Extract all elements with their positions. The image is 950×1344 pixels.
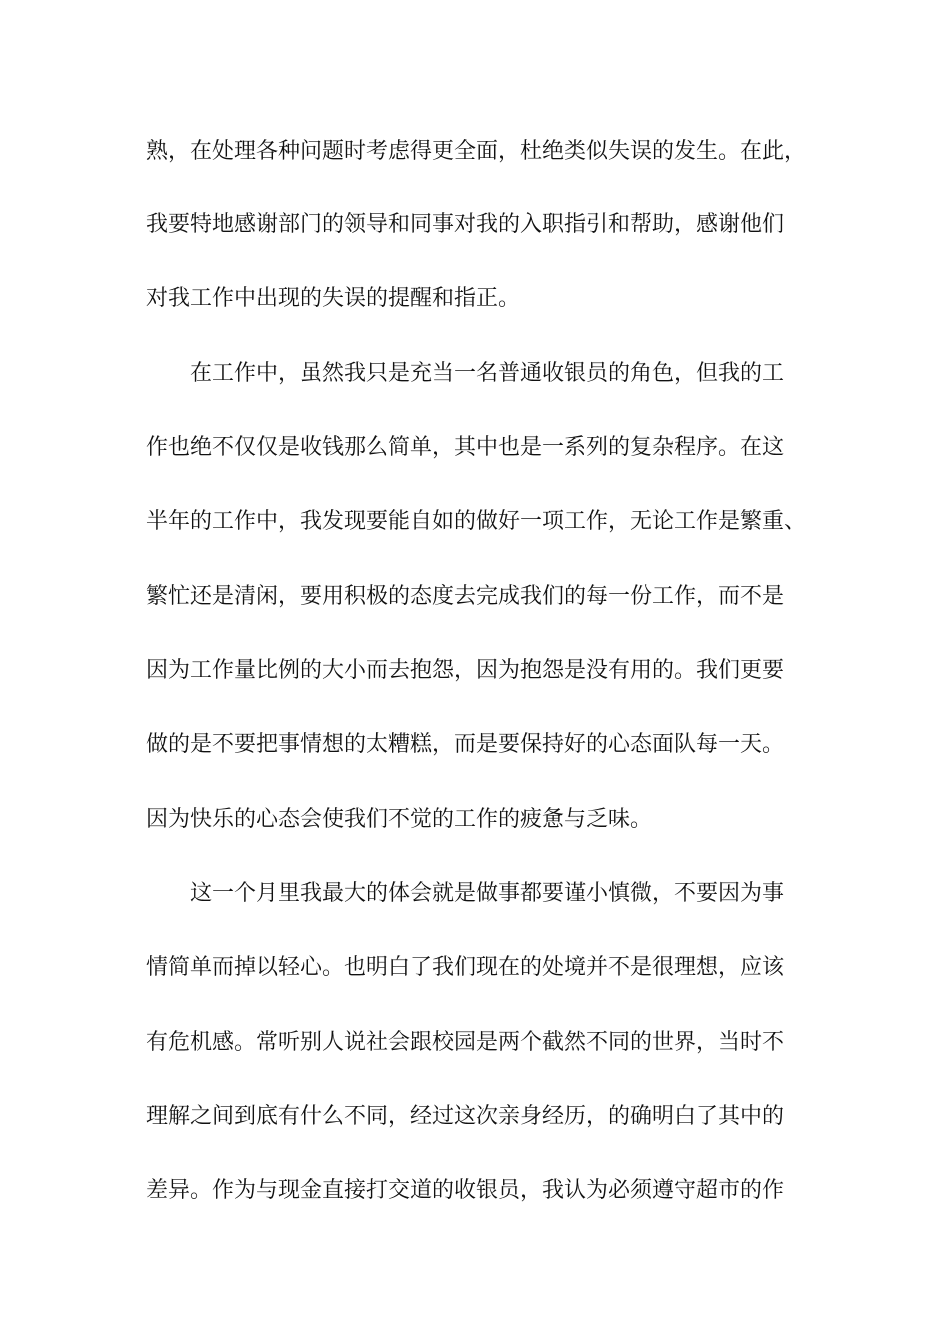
paragraph-first-line: 在工作中，虽然我只是充当一名普通收银员的角色，但我的工: [190, 361, 785, 386]
text-line: 因为工作量比例的大小而去抱怨，因为抱怨是没有用的。我们更要: [146, 658, 785, 683]
text-line: 繁忙还是清闲，要用积极的态度去完成我们的每一份工作，而不是: [146, 584, 785, 609]
text-line: 情简单而掉以轻心。也明白了我们现在的处境并不是很理想，应该: [146, 955, 785, 980]
text-line: 对我工作中出现的失误的提醒和指正。: [146, 286, 521, 311]
text-line: 半年的工作中，我发现要能自如的做好一项工作，无论工作是繁重、: [146, 509, 807, 534]
text-line: 我要特地感谢部门的领导和同事对我的入职指引和帮助，感谢他们: [146, 212, 785, 237]
text-line: 因为快乐的心态会使我们不觉的工作的疲惫与乏味。: [146, 807, 653, 832]
paragraph-first-line: 这一个月里我最大的体会就是做事都要谨小慎微，不要因为事: [190, 881, 785, 906]
text-line: 作也绝不仅仅是收钱那么简单，其中也是一系列的复杂程序。在这: [146, 435, 785, 460]
text-line: 做的是不要把事情想的太糟糕，而是要保持好的心态面队每一天。: [146, 732, 785, 757]
text-line: 差异。作为与现金直接打交道的收银员，我认为必须遵守超市的作: [146, 1178, 785, 1203]
text-line: 理解之间到底有什么不同，经过这次亲身经历，的确明白了其中的: [146, 1104, 785, 1129]
text-line: 熟，在处理各种问题时考虑得更全面，杜绝类似失误的发生。在此，: [146, 139, 807, 164]
text-line: 有危机感。常听别人说社会跟校园是两个截然不同的世界，当时不: [146, 1030, 785, 1055]
